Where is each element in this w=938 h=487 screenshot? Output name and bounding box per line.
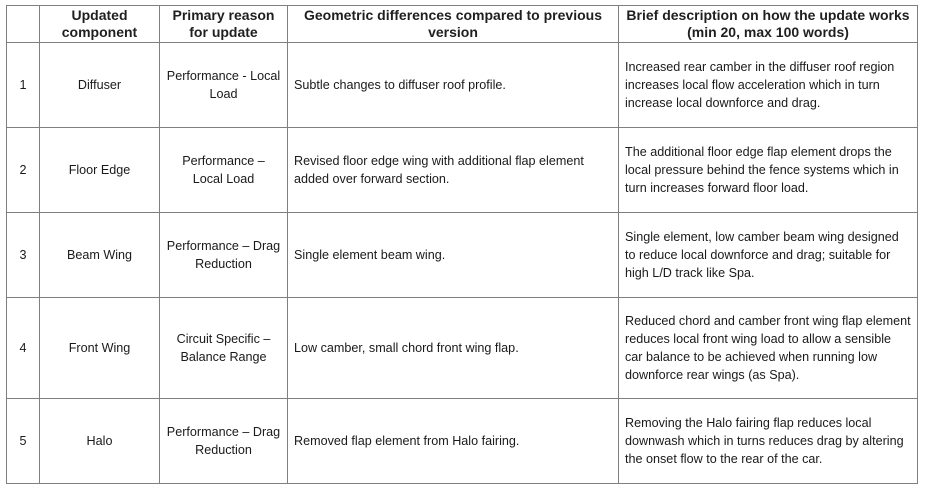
row-description: Reduced chord and camber front wing flap element reduces local front wing load to allow a sensible car balance to be achieved when running low downforce rear wings (as Spa).	[619, 298, 918, 399]
row-geometry: Low camber, small chord front wing flap.	[288, 298, 619, 399]
header-geometry: Geometric differences compared to previous version	[288, 6, 619, 43]
row-description: Single element, low camber beam wing designed to reduce local downforce and drag; suitable for high L/D track like Spa.	[619, 213, 918, 298]
row-number: 4	[7, 298, 40, 399]
table-body	[7, 43, 918, 484]
row-geometry: Removed flap element from Halo fairing.	[288, 399, 619, 484]
row-number: 2	[7, 128, 40, 213]
table-row	[7, 213, 918, 298]
table-row	[7, 399, 918, 484]
row-number: 3	[7, 213, 40, 298]
header-description: Brief description on how the update works (min 20, max 100 words)	[619, 6, 918, 43]
row-component: Halo	[40, 399, 160, 484]
row-component: Beam Wing	[40, 213, 160, 298]
header-number	[7, 6, 40, 43]
updates-table	[6, 5, 918, 484]
row-description: Removing the Halo fairing flap reduces local downwash which in turns reduces drag by altering the onset flow to the rear of the car.	[619, 399, 918, 484]
row-reason: Circuit Specific – Balance Range	[160, 298, 288, 399]
row-reason: Performance – Local Load	[160, 128, 288, 213]
row-reason: Performance – Drag Reduction	[160, 213, 288, 298]
row-geometry: Revised floor edge wing with additional flap element added over forward section.	[288, 128, 619, 213]
row-number: 5	[7, 399, 40, 484]
row-component: Diffuser	[40, 43, 160, 128]
table-header	[7, 6, 918, 43]
header-reason: Primary reason for update	[160, 6, 288, 43]
row-reason: Performance - Local Load	[160, 43, 288, 128]
row-reason: Performance – Drag Reduction	[160, 399, 288, 484]
row-geometry: Single element beam wing.	[288, 213, 619, 298]
table-row	[7, 298, 918, 399]
row-component: Floor Edge	[40, 128, 160, 213]
header-component: Updated component	[40, 6, 160, 43]
row-geometry: Subtle changes to diffuser roof profile.	[288, 43, 619, 128]
row-number: 1	[7, 43, 40, 128]
table-row	[7, 43, 918, 128]
row-description: The additional floor edge flap element drops the local pressure behind the fence systems which in turn increases forward floor load.	[619, 128, 918, 213]
header-row	[7, 6, 918, 43]
table-row	[7, 128, 918, 213]
row-component: Front Wing	[40, 298, 160, 399]
row-description: Increased rear camber in the diffuser roof region increases local flow acceleration which in turn increase local downforce and drag.	[619, 43, 918, 128]
